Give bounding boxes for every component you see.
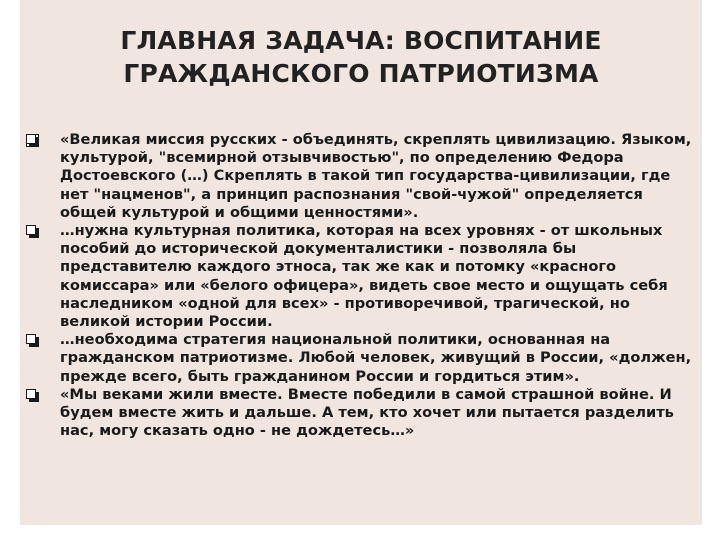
bullet-text: «Мы веками жили вместе. Вместе победили в самой страшной войне. И будем вместе жить и дальше. А тем, кто хочет или пытается разделить нас, могу сказать одно - не дождетесь…» (60, 385, 674, 440)
bullet-text: …необходима стратегия национальной политики, основанная на гражданском патриотизме. Любой человек, живущий в России, «должен, прежде всего, быть гражданином России и гордиться этим». (60, 331, 692, 385)
slide-title (120, 24, 601, 90)
bullet-item (4, 386, 704, 441)
checkbox-square-bullet-icon (26, 225, 39, 238)
title-band (20, 0, 702, 114)
bullet-item (4, 331, 704, 386)
bullet-text: …нужна культурная политика, которая на всех уровнях - от школьных пособий до исторической документалистики - позволяла бы представителю каждого этноса, так же как и потомку «красного комиссара» или «белого офицера», видеть свое место и ощущать себя наследником «одной для всех» - противоречивой, трагической, но великой истории России. (60, 222, 668, 331)
checkbox-square-bullet-icon (26, 334, 39, 347)
checkbox-square-bullet-icon (26, 134, 39, 147)
bullet-list (4, 131, 704, 440)
slide-title-line-2: ГРАЖДАНСКОГО ПАТРИОТИЗМА (123, 59, 599, 88)
slide-title-line-1: ГЛАВНАЯ ЗАДАЧА: ВОСПИТАНИЕ (120, 26, 602, 55)
bullet-item (4, 222, 704, 331)
checkbox-square-bullet-icon (26, 389, 39, 402)
bullet-item (4, 131, 704, 222)
bullet-text: «Великая миссия русских - объединять, скреплять цивилизацию. Языком, культурой, "всемирной отзывчивостью", по определению Федора Достоевского (…) Скреплять в такой тип государства-цивилизации, где нет "нацменов", а принцип распознания "свой-чужой" определяется общей культурой и общими ценностями». (60, 131, 692, 221)
